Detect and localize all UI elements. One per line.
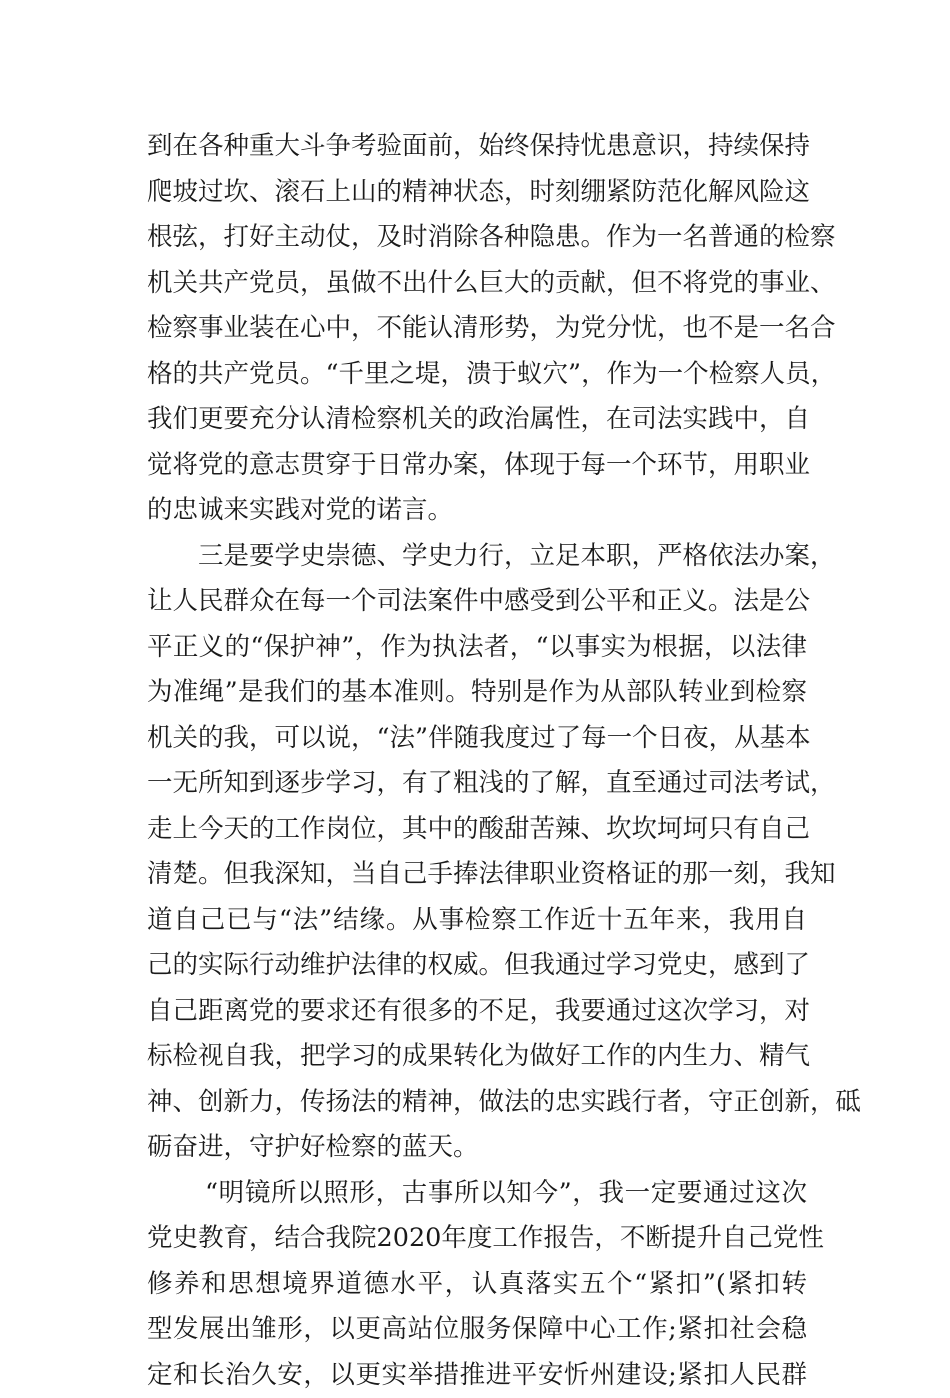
text-line: 的忠诚来实践对党的诺言。 bbox=[147, 488, 807, 534]
text-line: 觉将党的意志贯穿于日常办案，体现于每一个环节，用职业 bbox=[147, 443, 807, 489]
text-line: 平正义的“保护神”，作为执法者，“以事实为根据，以法律 bbox=[147, 625, 807, 671]
text-line: 根弦，打好主动仗，及时消除各种隐患。作为一名普通的检察 bbox=[147, 215, 807, 261]
text-line: 自己距离党的要求还有很多的不足，我要通过这次学习，对 bbox=[147, 989, 807, 1035]
text-line: 爬坡过坎、滚石上山的精神状态，时刻绷紧防范化解风险这 bbox=[147, 170, 807, 216]
text-line: 机关的我，可以说，“法”伴随我度过了每一个日夜，从基本 bbox=[147, 716, 807, 762]
text-line: 型发展出雏形，以更高站位服务保障中心工作;紧扣社会稳 bbox=[147, 1307, 807, 1353]
text-line: 检察事业装在心中，不能认清形势，为党分忧，也不是一名合 bbox=[147, 306, 807, 352]
text-line: 让人民群众在每一个司法案件中感受到公平和正义。法是公 bbox=[147, 579, 807, 625]
text-line: 为准绳”是我们的基本准则。特别是作为从部队转业到检察 bbox=[147, 670, 807, 716]
text-line: 修养和思想境界道德水平，认真落实五个“紧扣”(紧扣转 bbox=[147, 1262, 807, 1308]
text-line: 定和长治久安，以更实举措推进平安忻州建设;紧扣人民群 bbox=[147, 1353, 807, 1398]
text-line: 到在各种重大斗争考验面前，始终保持忧患意识，持续保持 bbox=[147, 124, 807, 170]
text-line: 一无所知到逐步学习，有了粗浅的了解，直至通过司法考试， bbox=[147, 761, 807, 807]
text-line: 道自己已与“法”结缘。从事检察工作近十五年来，我用自 bbox=[147, 898, 807, 944]
text-line: 标检视自我，把学习的成果转化为做好工作的内生力、精气 bbox=[147, 1034, 807, 1080]
text-line: 格的共产党员。“千里之堤，溃于蚁穴”，作为一个检察人员， bbox=[147, 352, 807, 398]
text-line: 党史教育，结合我院2020年度工作报告，不断提升自己党性 bbox=[147, 1216, 807, 1262]
text-line: 砺奋进，守护好检察的蓝天。 bbox=[147, 1125, 807, 1171]
text-line: 己的实际行动维护法律的权威。但我通过学习党史，感到了 bbox=[147, 943, 807, 989]
text-line: 机关共产党员，虽做不出什么巨大的贡献，但不将党的事业、 bbox=[147, 261, 807, 307]
text-line: 清楚。但我深知，当自己手捧法律职业资格证的那一刻，我知 bbox=[147, 852, 807, 898]
text-line: 走上今天的工作岗位，其中的酸甜苦辣、坎坎坷坷只有自己 bbox=[147, 807, 807, 853]
paragraph-start-line: 三是要学史崇德、学史力行，立足本职，严格依法办案， bbox=[147, 534, 807, 580]
paragraph-start-line: “明镜所以照形，古事所以知今”，我一定要通过这次 bbox=[147, 1171, 807, 1217]
text-line: 神、创新力，传扬法的精神，做法的忠实践行者，守正创新，砥 bbox=[147, 1080, 807, 1126]
text-line: 我们更要充分认清检察机关的政治属性，在司法实践中，自 bbox=[147, 397, 807, 443]
body-text bbox=[147, 124, 807, 1398]
